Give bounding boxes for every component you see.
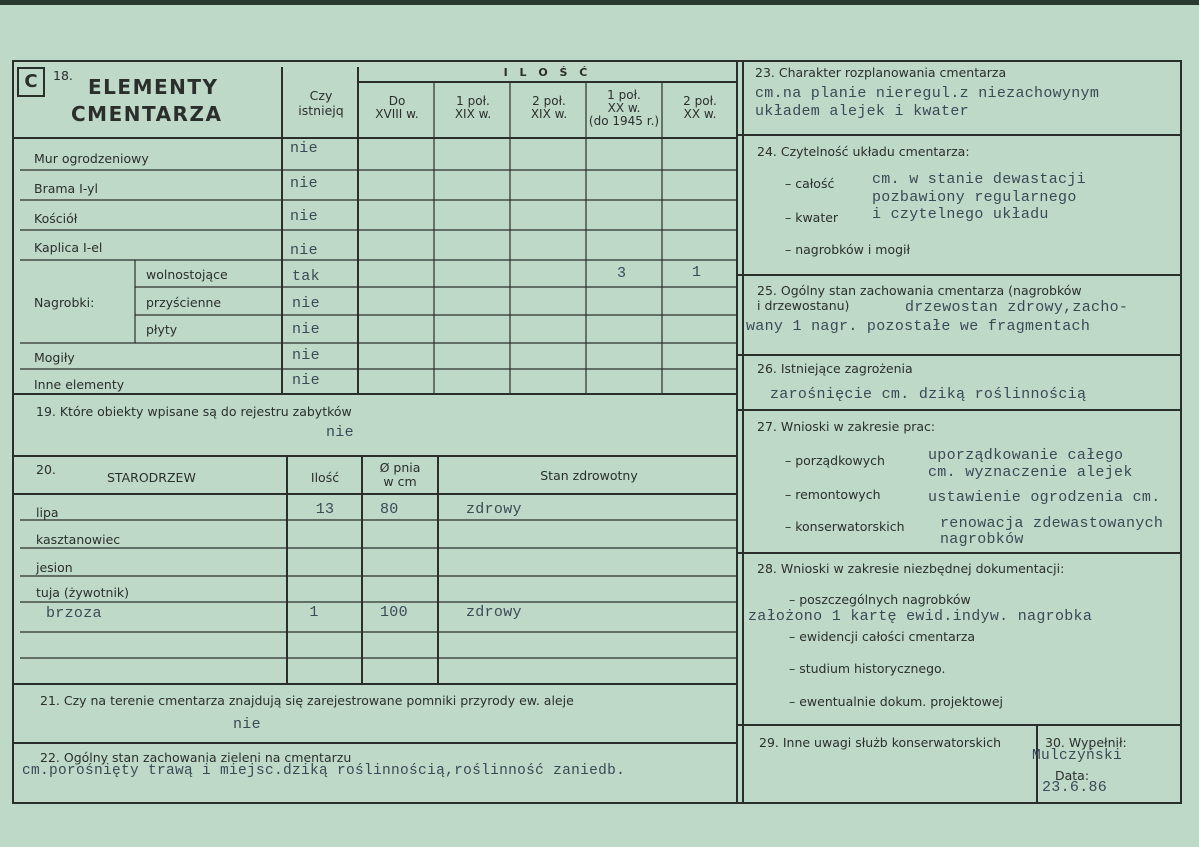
q27-item: – konserwatorskich xyxy=(785,519,905,534)
q27-answer: renowacja zdewastowanych xyxy=(940,515,1164,532)
form-grid-lines xyxy=(0,5,1199,847)
q30-date: 23.6.86 xyxy=(1042,779,1108,796)
q26-label: 26. Istniejące zagrożenia xyxy=(757,361,913,376)
period-header: 1 poł. XIX w. xyxy=(454,94,492,121)
q28-item: – ewentualnie dokum. projektowej xyxy=(789,694,1004,709)
q30-date-label: Data: xyxy=(1055,768,1090,783)
tree-name: tuja (żywotnik) xyxy=(36,585,130,600)
q28-item: – ewidencji całości cmentarza xyxy=(789,629,976,644)
row-label: Mogiły xyxy=(34,350,75,365)
quantity-header: I L O Ś Ć xyxy=(503,66,592,79)
q27-answer: ustawienie ogrodzenia cm. xyxy=(928,489,1161,506)
q28-item: – studium historycznego. xyxy=(789,661,946,676)
q27-item: – porządkowych xyxy=(785,453,885,468)
row-exists: nie xyxy=(290,242,318,259)
q27-answer: uporządkowanie całego xyxy=(928,447,1124,464)
row-exists: tak xyxy=(292,268,320,285)
q24-answer: cm. w stanie dewastacji xyxy=(872,171,1086,188)
row-exists: nie xyxy=(290,208,318,225)
q20-number: 20. xyxy=(36,462,56,477)
q23-answer: układem alejek i kwater xyxy=(755,103,969,120)
q24-label: 24. Czytelność układu cmentarza: xyxy=(757,144,970,159)
q24-item: – kwater xyxy=(785,210,839,225)
row-label: Mur ogrodzeniowy xyxy=(34,151,149,166)
q20-header-tree: STARODRZEW xyxy=(107,470,196,485)
q25-label: i drzewostanu) xyxy=(757,298,850,313)
q28-item: – poszczególnych nagrobków xyxy=(789,592,971,607)
q21-label: 21. Czy na terenie cmentarza znajdują się zarejestrowane pomniki przyrody ew. aleje xyxy=(40,693,574,708)
q20-header-qty: Ilość xyxy=(310,470,340,485)
row-label: Kościół xyxy=(34,211,78,226)
nagrobki-label: Nagrobki: xyxy=(34,295,95,310)
q20-header-diam: Ø pnia w cm xyxy=(379,460,421,489)
q30-name: Mulczyński xyxy=(1032,748,1123,764)
row-exists: nie xyxy=(292,295,320,312)
q27-item: – remontowych xyxy=(785,487,881,502)
period-header: 2 poł. XIX w. xyxy=(530,94,568,121)
q25-label: 25. Ogólny stan zachowania cmentarza (nagrobków xyxy=(757,283,1082,298)
q26-answer: zarośnięcie cm. dziką roślinnością xyxy=(770,386,1087,403)
q24-item: – nagrobków i mogił xyxy=(785,242,911,257)
tree-diam: 100 xyxy=(380,604,408,621)
tree-name: jesion xyxy=(36,560,73,575)
q25-answer: wany 1 nagr. pozostałe we fragmentach xyxy=(746,318,1091,335)
q22-label: 22. Ogólny stan zachowania zieleni na cmentarzu xyxy=(40,750,352,765)
row-label: przyścienne xyxy=(146,295,222,310)
row-label: Brama I-yl xyxy=(34,181,99,196)
row-exists: nie xyxy=(290,175,318,192)
row-exists: nie xyxy=(292,347,320,364)
exists-header: Czy istniejq xyxy=(298,88,344,118)
q23-answer: cm.na planie nieregul.z niezachowynym xyxy=(755,85,1100,102)
section-letter: C xyxy=(17,67,45,97)
tree-qty: 13 xyxy=(315,501,335,518)
q29-label: 29. Inne uwagi służb konserwatorskich xyxy=(759,735,1001,750)
q24-answer: i czytelnego układu xyxy=(872,206,1049,223)
section-number: 18. xyxy=(53,68,73,83)
tree-health: zdrowy xyxy=(466,501,522,518)
q20-header-health: Stan zdrowotny xyxy=(540,468,638,483)
quantity-value: 1 xyxy=(692,264,702,281)
tree-name: lipa xyxy=(36,505,59,520)
row-label: Inne elementy xyxy=(34,377,125,392)
tree-diam: 80 xyxy=(380,501,399,518)
period-header: 1 poł. XX w. (do 1945 r.) xyxy=(588,88,660,128)
row-exists: nie xyxy=(292,321,320,338)
q23-label: 23. Charakter rozplanowania cmentarza xyxy=(755,65,1007,80)
row-exists: nie xyxy=(290,140,318,157)
tree-health: zdrowy xyxy=(466,604,522,621)
q30-label: 30. Wypełnił: xyxy=(1045,735,1127,750)
q24-answer: pozbawiony regularnego xyxy=(872,189,1077,206)
row-exists: nie xyxy=(292,372,320,389)
q19-label: 19. Które obiekty wpisane są do rejestru zabytków xyxy=(36,404,352,419)
tree-qty: 1 xyxy=(309,604,319,621)
q28-answer: założono 1 kartę ewid.indyw. nagrobka xyxy=(748,608,1093,625)
section-title-line1: ELEMENTY xyxy=(88,75,219,99)
tree-name: kasztanowiec xyxy=(36,532,121,547)
q19-answer: nie xyxy=(326,424,354,441)
row-label: wolnostojące xyxy=(146,267,228,282)
inventory-card xyxy=(0,5,1199,847)
q27-answer: cm. wyznaczenie alejek xyxy=(928,464,1133,481)
q25-answer: drzewostan zdrowy,zacho- xyxy=(905,299,1129,316)
period-header: 2 poł. XX w. xyxy=(683,94,717,121)
q27-answer: nagrobków xyxy=(940,531,1024,548)
section-title-line2: CMENTARZA xyxy=(71,102,223,126)
row-label: płyty xyxy=(146,322,178,337)
period-header: Do XVIII w. xyxy=(375,94,419,121)
q21-answer: nie xyxy=(233,716,261,733)
tree-name: brzoza xyxy=(46,605,102,622)
q24-item: – całość xyxy=(785,176,835,191)
q28-label: 28. Wnioski w zakresie niezbędnej dokumentacji: xyxy=(757,561,1065,576)
q27-label: 27. Wnioski w zakresie prac: xyxy=(757,419,936,434)
q22-answer: cm.porośnięty trawą i miejsc.dziką roślinnością,roślinność zaniedb. xyxy=(22,763,626,779)
row-label: Kaplica I-el xyxy=(34,240,103,255)
quantity-value: 3 xyxy=(617,265,627,282)
